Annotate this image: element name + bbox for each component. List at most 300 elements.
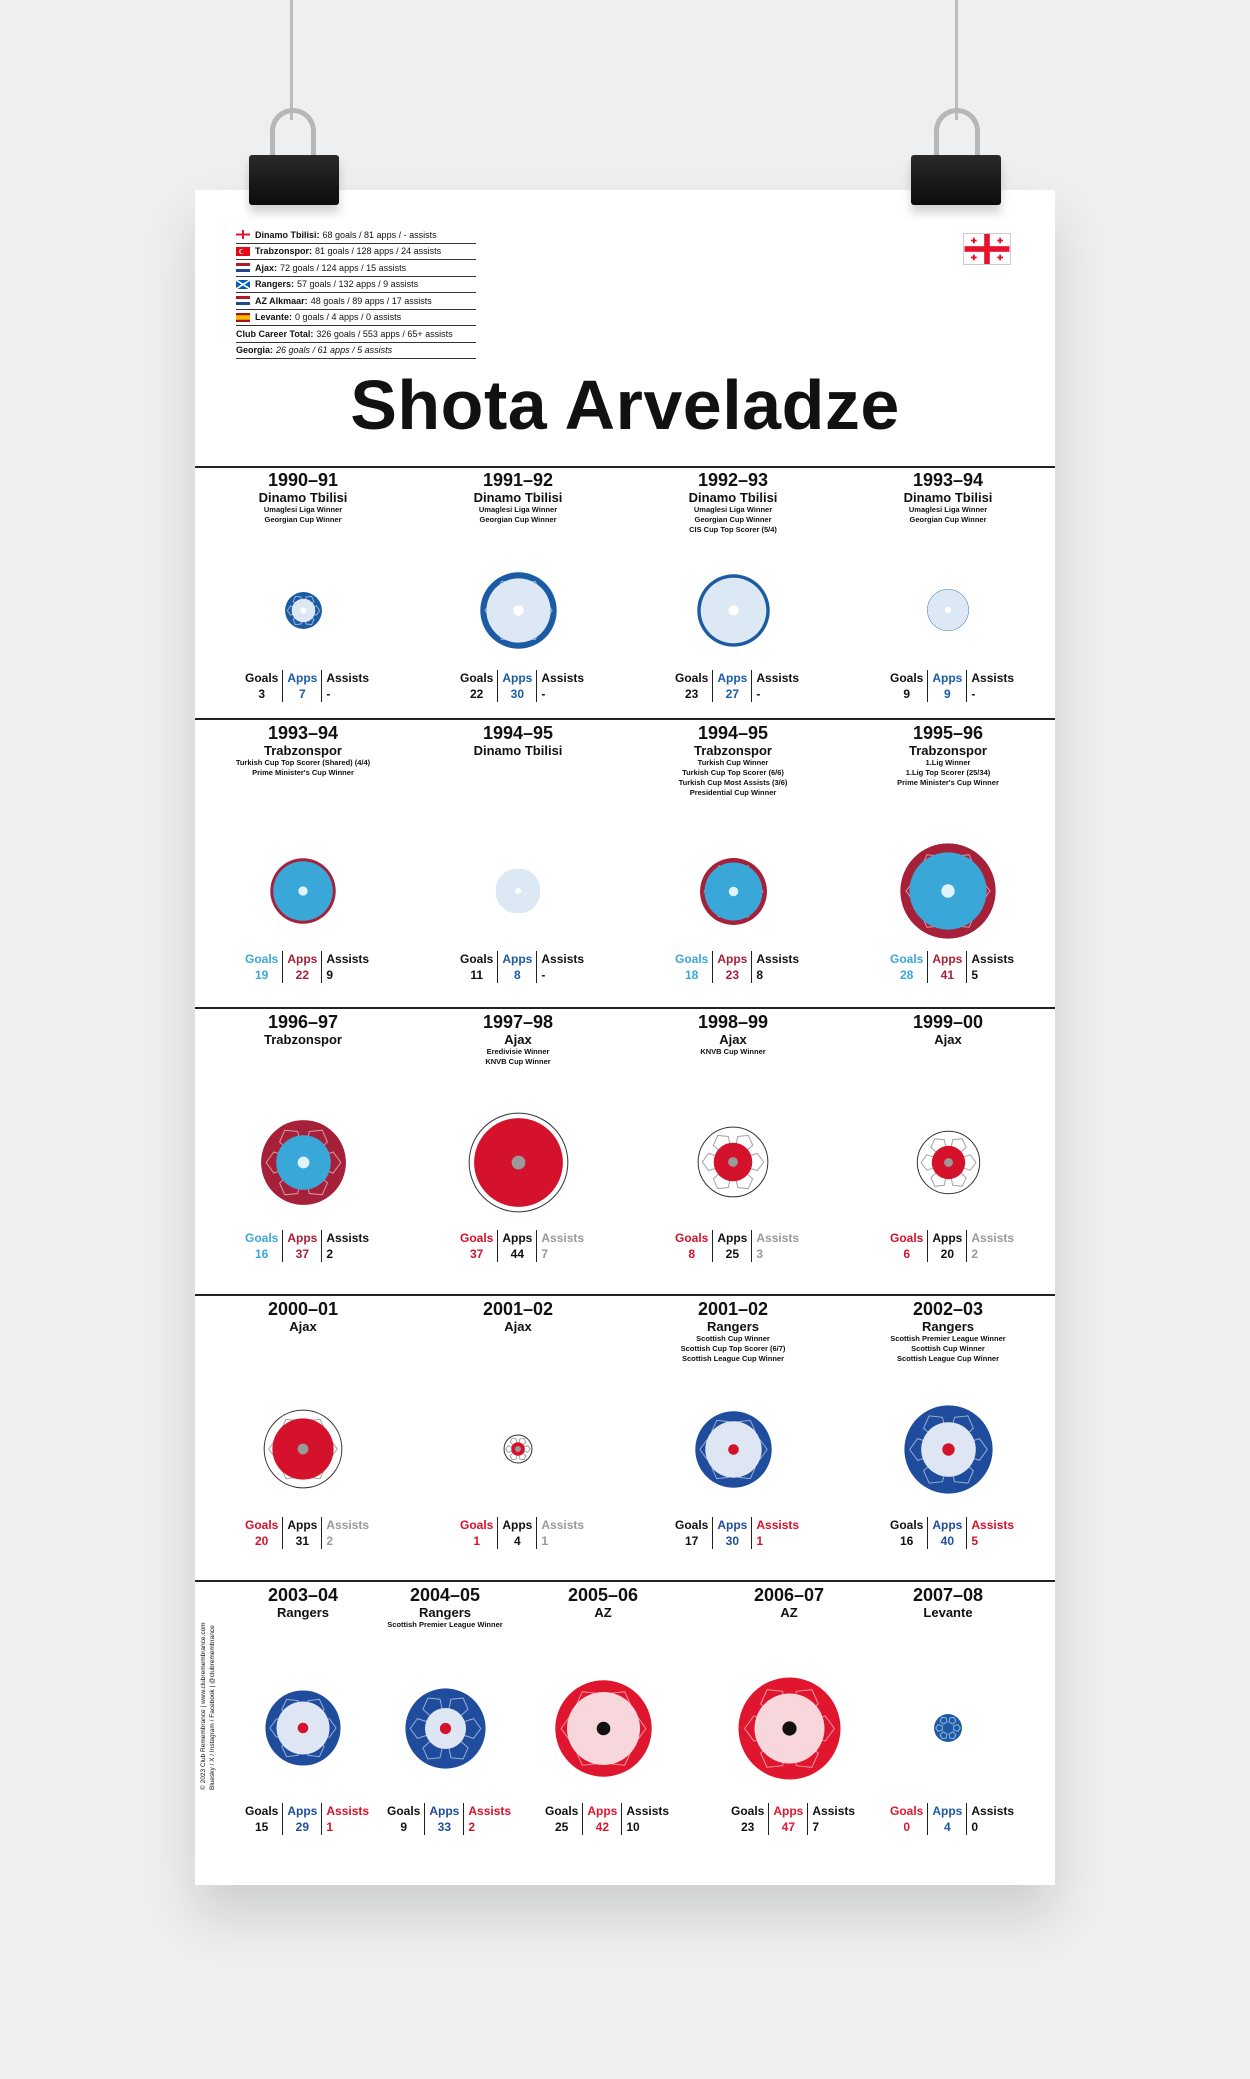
goals-value: 11 bbox=[470, 968, 484, 982]
summary-stats: 48 goals / 89 apps / 17 assists bbox=[310, 295, 432, 306]
honour-text: Turkish Cup Top Scorer (6/6) bbox=[682, 768, 784, 777]
assists-stat bbox=[463, 1803, 515, 1835]
goals-stat bbox=[671, 670, 712, 702]
season-stats bbox=[886, 1803, 1018, 1835]
assists-value: - bbox=[541, 687, 546, 701]
season-card bbox=[198, 1012, 408, 1047]
summary-club: Ajax: bbox=[255, 262, 278, 273]
assists-label: Assists bbox=[326, 1518, 370, 1532]
goals-label: Goals bbox=[460, 671, 494, 685]
summary-stats: 26 goals / 61 apps / 5 assists bbox=[276, 345, 393, 356]
apps-value: 41 bbox=[940, 968, 955, 982]
apps-label: Apps bbox=[717, 1231, 748, 1245]
apps-value: 8 bbox=[514, 968, 521, 982]
honour-text: Scottish League Cup Winner bbox=[681, 1354, 785, 1363]
assists-value: 10 bbox=[626, 1820, 640, 1834]
spain-flag-icon bbox=[236, 313, 250, 322]
apps-value: 42 bbox=[595, 1820, 610, 1834]
club-name: Rangers bbox=[706, 1319, 760, 1334]
career-summary-row bbox=[236, 227, 476, 244]
club-name: Dinamo Tbilisi bbox=[688, 490, 778, 505]
assists-stat bbox=[966, 951, 1018, 983]
assists-label: Assists bbox=[971, 671, 1015, 685]
football-icon bbox=[496, 869, 540, 913]
season-label: 1995–96 bbox=[912, 723, 984, 743]
season-stats bbox=[241, 1803, 373, 1835]
season-card bbox=[198, 470, 408, 525]
goals-value: 15 bbox=[255, 1820, 269, 1834]
goals-label: Goals bbox=[890, 1231, 924, 1245]
goals-value: 17 bbox=[685, 1534, 699, 1548]
season-label: 2003–04 bbox=[267, 1585, 339, 1605]
football-icon bbox=[693, 1409, 774, 1490]
club-name: AZ bbox=[594, 1605, 612, 1620]
assists-stat bbox=[751, 670, 803, 702]
netherlands-flag-icon bbox=[236, 263, 250, 272]
apps-value: 9 bbox=[944, 687, 951, 701]
assists-label: Assists bbox=[326, 1231, 370, 1245]
apps-stat bbox=[927, 1230, 966, 1262]
assists-value: 7 bbox=[541, 1247, 549, 1261]
club-name: Trabzonspor bbox=[908, 743, 987, 758]
summary-club: Dinamo Tbilisi: bbox=[255, 229, 320, 240]
football-icon bbox=[268, 856, 338, 926]
honour-text: 1.Lig Top Scorer (25/34) bbox=[905, 768, 991, 777]
goals-stat bbox=[671, 1230, 712, 1262]
assists-value: 2 bbox=[971, 1247, 979, 1261]
assists-value: 7 bbox=[812, 1820, 820, 1834]
honour-text: Georgian Cup Winner bbox=[479, 515, 557, 524]
apps-label: Apps bbox=[287, 671, 318, 685]
honour-text: Scottish Premier League Winner bbox=[387, 1620, 503, 1629]
season-label: 1993–94 bbox=[912, 470, 984, 490]
goals-stat bbox=[241, 1517, 282, 1549]
scotland-flag-icon bbox=[236, 280, 250, 289]
assists-label: Assists bbox=[326, 1804, 370, 1818]
apps-label: Apps bbox=[287, 952, 318, 966]
apps-value: 4 bbox=[944, 1820, 951, 1834]
season-stats bbox=[456, 670, 588, 702]
summary-stats: 72 goals / 124 apps / 15 assists bbox=[280, 262, 407, 273]
assists-label: Assists bbox=[756, 671, 800, 685]
goals-stat bbox=[456, 951, 497, 983]
football-icon bbox=[403, 1686, 488, 1771]
honour-text: Scottish Premier League Winner bbox=[890, 1334, 1006, 1343]
season-label: 2002–03 bbox=[912, 1299, 984, 1319]
assists-stat bbox=[536, 951, 588, 983]
football-icon bbox=[283, 590, 324, 631]
summary-stats: 326 goals / 553 apps / 65+ assists bbox=[316, 328, 453, 339]
goals-value: 0 bbox=[903, 1820, 911, 1834]
summary-club: Georgia: bbox=[236, 345, 274, 356]
football-icon bbox=[262, 1408, 344, 1490]
honour-text: Prime Minister's Cup Winner bbox=[252, 768, 354, 777]
assists-value: 2 bbox=[326, 1534, 334, 1548]
season-label: 1997–98 bbox=[482, 1012, 554, 1032]
goals-stat bbox=[886, 951, 927, 983]
club-name: Ajax bbox=[504, 1032, 532, 1047]
apps-label: Apps bbox=[287, 1518, 318, 1532]
row-divider bbox=[195, 718, 1055, 720]
season-card bbox=[843, 1585, 1053, 1620]
career-summary-row bbox=[236, 326, 476, 343]
assists-stat bbox=[536, 1517, 588, 1549]
apps-stat bbox=[282, 951, 321, 983]
career-summary-row bbox=[236, 244, 476, 261]
goals-value: 37 bbox=[470, 1247, 484, 1261]
season-card bbox=[628, 723, 838, 798]
turkey-flag-icon bbox=[236, 247, 250, 256]
apps-label: Apps bbox=[717, 1518, 748, 1532]
row-divider bbox=[195, 1007, 1055, 1009]
goals-value: 18 bbox=[685, 968, 699, 982]
apps-label: Apps bbox=[502, 1518, 533, 1532]
club-name: Trabzonspor bbox=[693, 743, 772, 758]
goals-label: Goals bbox=[460, 952, 494, 966]
assists-stat bbox=[321, 951, 373, 983]
honour-text: Umaglesi Liga Winner bbox=[263, 505, 343, 514]
season-label: 1992–93 bbox=[697, 470, 769, 490]
season-stats bbox=[727, 1803, 859, 1835]
assists-value: - bbox=[541, 968, 546, 982]
goals-stat bbox=[886, 670, 927, 702]
assists-stat bbox=[321, 1517, 373, 1549]
season-card bbox=[843, 470, 1053, 525]
season-label: 1998–99 bbox=[697, 1012, 769, 1032]
assists-value: 5 bbox=[971, 968, 979, 982]
club-name: Levante bbox=[923, 1605, 973, 1620]
football-icon bbox=[698, 856, 769, 927]
summary-stats: 0 goals / 4 apps / 0 assists bbox=[295, 312, 402, 323]
goals-value: 23 bbox=[685, 687, 699, 701]
goals-value: 9 bbox=[903, 687, 911, 701]
goals-label: Goals bbox=[545, 1804, 579, 1818]
goals-label: Goals bbox=[731, 1804, 765, 1818]
career-summary-row bbox=[236, 277, 476, 294]
career-summary-row bbox=[236, 310, 476, 327]
summary-stats: 68 goals / 81 apps / - assists bbox=[322, 229, 437, 240]
season-stats bbox=[886, 951, 1018, 983]
goals-stat bbox=[541, 1803, 582, 1835]
binder-clip-right bbox=[911, 155, 1001, 205]
season-card bbox=[628, 1012, 838, 1057]
apps-value: 7 bbox=[299, 687, 306, 701]
apps-label: Apps bbox=[717, 952, 748, 966]
honour-text: Scottish League Cup Winner bbox=[896, 1354, 1000, 1363]
honour-text: Scottish Cup Top Scorer (6/7) bbox=[680, 1344, 786, 1353]
goals-stat bbox=[671, 951, 712, 983]
apps-stat bbox=[927, 951, 966, 983]
goals-stat bbox=[241, 670, 282, 702]
player-name: Shota Arveladze bbox=[350, 366, 900, 444]
assists-value: 1 bbox=[756, 1534, 764, 1548]
season-label: 1999–00 bbox=[912, 1012, 984, 1032]
assists-stat bbox=[966, 1803, 1018, 1835]
goals-label: Goals bbox=[245, 1518, 279, 1532]
assists-label: Assists bbox=[326, 952, 370, 966]
football-icon bbox=[925, 587, 971, 633]
honour-text: KNVB Cup Winner bbox=[700, 1047, 766, 1056]
goals-stat bbox=[456, 1230, 497, 1262]
row-divider bbox=[195, 1580, 1055, 1582]
apps-value: 22 bbox=[295, 968, 310, 982]
summary-club: Rangers: bbox=[255, 279, 295, 290]
assists-stat bbox=[321, 1230, 373, 1262]
football-icon bbox=[696, 1125, 770, 1199]
season-card bbox=[198, 1299, 408, 1334]
goals-value: 16 bbox=[900, 1534, 914, 1548]
club-name: Dinamo Tbilisi bbox=[903, 490, 993, 505]
assists-label: Assists bbox=[541, 671, 585, 685]
season-label: 2000–01 bbox=[267, 1299, 339, 1319]
goals-label: Goals bbox=[245, 1231, 279, 1245]
row-divider bbox=[195, 1294, 1055, 1296]
goals-label: Goals bbox=[245, 1804, 279, 1818]
season-stats bbox=[241, 1517, 373, 1549]
apps-label: Apps bbox=[717, 671, 748, 685]
goals-value: 1 bbox=[473, 1534, 481, 1548]
summary-club: Trabzonspor: bbox=[255, 246, 313, 257]
football-icon bbox=[736, 1675, 843, 1782]
summary-club: AZ Alkmaar: bbox=[255, 295, 308, 306]
career-summary-row bbox=[236, 293, 476, 310]
goals-value: 8 bbox=[688, 1247, 696, 1261]
goals-label: Goals bbox=[890, 952, 924, 966]
season-stats bbox=[886, 1230, 1018, 1262]
football-icon bbox=[932, 1712, 964, 1744]
goals-label: Goals bbox=[387, 1804, 421, 1818]
season-label: 1994–95 bbox=[697, 723, 769, 743]
assists-stat bbox=[966, 1517, 1018, 1549]
assists-stat bbox=[621, 1803, 673, 1835]
honour-text: Turkish Cup Most Assists (3/6) bbox=[678, 778, 788, 787]
goals-stat bbox=[456, 1517, 497, 1549]
goals-value: 9 bbox=[400, 1820, 408, 1834]
apps-stat bbox=[582, 1803, 621, 1835]
season-card bbox=[198, 723, 408, 778]
apps-label: Apps bbox=[587, 1804, 618, 1818]
hanging-wire-left bbox=[290, 0, 293, 120]
assists-label: Assists bbox=[971, 952, 1015, 966]
apps-label: Apps bbox=[502, 952, 533, 966]
honour-text: Umaglesi Liga Winner bbox=[478, 505, 558, 514]
honour-text: CIS Cup Top Scorer (5/4) bbox=[689, 525, 777, 534]
apps-stat bbox=[282, 1230, 321, 1262]
goals-label: Goals bbox=[675, 1518, 709, 1532]
season-stats bbox=[456, 951, 588, 983]
apps-stat bbox=[927, 670, 966, 702]
row-divider bbox=[195, 466, 1055, 468]
apps-stat bbox=[927, 1803, 966, 1835]
season-card bbox=[843, 1299, 1053, 1364]
assists-label: Assists bbox=[812, 1804, 856, 1818]
apps-stat bbox=[712, 670, 751, 702]
football-icon bbox=[898, 841, 998, 941]
football-icon bbox=[902, 1403, 995, 1496]
honour-text: Turkish Cup Top Scorer (Shared) (4/4) bbox=[235, 758, 371, 767]
goals-stat bbox=[727, 1803, 768, 1835]
apps-label: Apps bbox=[932, 671, 963, 685]
assists-stat bbox=[536, 670, 588, 702]
club-name: Rangers bbox=[276, 1605, 330, 1620]
assists-value: 0 bbox=[971, 1820, 979, 1834]
assists-label: Assists bbox=[541, 1231, 585, 1245]
assists-label: Assists bbox=[326, 671, 370, 685]
season-label: 2004–05 bbox=[409, 1585, 481, 1605]
season-stats bbox=[541, 1803, 673, 1835]
apps-value: 30 bbox=[510, 687, 525, 701]
goals-stat bbox=[241, 1803, 282, 1835]
honour-text: Georgian Cup Winner bbox=[909, 515, 987, 524]
assists-stat bbox=[321, 1803, 373, 1835]
apps-stat bbox=[712, 1517, 751, 1549]
apps-stat bbox=[497, 951, 536, 983]
credit-text: © 2023 Club Remembrance | www.clubremembrance.com Bluesky / X / Instagram / Facebook | @clubremembrance bbox=[200, 1622, 216, 1790]
season-stats bbox=[456, 1517, 588, 1549]
assists-value: 1 bbox=[541, 1534, 549, 1548]
apps-value: 23 bbox=[725, 968, 740, 982]
honour-text: Presidential Cup Winner bbox=[689, 788, 777, 797]
honour-text: Umaglesi Liga Winner bbox=[693, 505, 773, 514]
season-stats bbox=[671, 1517, 803, 1549]
goals-stat bbox=[383, 1803, 424, 1835]
season-stats bbox=[241, 670, 373, 702]
goals-stat bbox=[671, 1517, 712, 1549]
apps-label: Apps bbox=[932, 1518, 963, 1532]
season-card bbox=[413, 470, 623, 525]
club-name: Trabzonspor bbox=[263, 743, 342, 758]
assists-label: Assists bbox=[971, 1804, 1015, 1818]
career-summary-row bbox=[236, 260, 476, 277]
apps-stat bbox=[927, 1517, 966, 1549]
assists-label: Assists bbox=[626, 1804, 670, 1818]
football-icon bbox=[695, 572, 772, 649]
binder-clip-left bbox=[249, 155, 339, 205]
season-label: 1994–95 bbox=[482, 723, 554, 743]
season-label: 1993–94 bbox=[267, 723, 339, 743]
assists-value: 5 bbox=[971, 1534, 979, 1548]
apps-label: Apps bbox=[773, 1804, 804, 1818]
season-stats bbox=[886, 670, 1018, 702]
season-stats bbox=[456, 1230, 588, 1262]
assists-label: Assists bbox=[756, 952, 800, 966]
goals-value: 20 bbox=[255, 1534, 269, 1548]
goals-label: Goals bbox=[675, 1231, 709, 1245]
apps-value: 25 bbox=[725, 1247, 740, 1261]
club-name: Rangers bbox=[418, 1605, 472, 1620]
season-card bbox=[498, 1585, 708, 1620]
football-icon bbox=[502, 1433, 534, 1465]
season-card bbox=[413, 723, 623, 758]
honour-text: Eredivisie Winner bbox=[486, 1047, 550, 1056]
apps-value: 30 bbox=[725, 1534, 740, 1548]
season-stats bbox=[383, 1803, 515, 1835]
club-name: Dinamo Tbilisi bbox=[258, 490, 348, 505]
season-stats bbox=[671, 951, 803, 983]
apps-value: 33 bbox=[437, 1820, 452, 1834]
goals-label: Goals bbox=[675, 952, 709, 966]
apps-stat bbox=[768, 1803, 807, 1835]
apps-value: 47 bbox=[781, 1820, 796, 1834]
assists-label: Assists bbox=[971, 1518, 1015, 1532]
season-label: 2007–08 bbox=[912, 1585, 984, 1605]
goals-value: 23 bbox=[741, 1820, 755, 1834]
club-name: Ajax bbox=[719, 1032, 747, 1047]
goals-label: Goals bbox=[460, 1518, 494, 1532]
apps-stat bbox=[424, 1803, 463, 1835]
club-name: Rangers bbox=[921, 1319, 975, 1334]
honour-text: Prime Minister's Cup Winner bbox=[897, 778, 999, 787]
goals-value: 16 bbox=[255, 1247, 269, 1261]
assists-stat bbox=[807, 1803, 859, 1835]
apps-value: 27 bbox=[725, 687, 740, 701]
assists-stat bbox=[536, 1230, 588, 1262]
apps-label: Apps bbox=[429, 1804, 460, 1818]
honour-text: Turkish Cup Winner bbox=[697, 758, 769, 767]
season-card bbox=[628, 1299, 838, 1364]
assists-value: 2 bbox=[326, 1247, 334, 1261]
apps-value: 4 bbox=[514, 1534, 521, 1548]
goals-label: Goals bbox=[675, 671, 709, 685]
honour-text: Scottish Cup Winner bbox=[696, 1334, 770, 1343]
season-label: 2001–02 bbox=[482, 1299, 554, 1319]
goals-label: Goals bbox=[890, 1804, 924, 1818]
georgia-flag-icon bbox=[963, 233, 1011, 265]
season-stats bbox=[241, 951, 373, 983]
assists-stat bbox=[751, 1230, 803, 1262]
georgia-flag-icon bbox=[236, 230, 250, 239]
apps-stat bbox=[497, 1230, 536, 1262]
assists-stat bbox=[966, 670, 1018, 702]
season-label: 1991–92 bbox=[482, 470, 554, 490]
goals-stat bbox=[241, 1230, 282, 1262]
honour-text: 1.Lig Winner bbox=[925, 758, 971, 767]
assists-value: - bbox=[971, 687, 976, 701]
goals-value: 22 bbox=[470, 687, 484, 701]
assists-stat bbox=[751, 1517, 803, 1549]
assists-label: Assists bbox=[756, 1231, 800, 1245]
career-summary bbox=[236, 227, 476, 359]
assists-label: Assists bbox=[541, 952, 585, 966]
season-label: 2001–02 bbox=[697, 1299, 769, 1319]
summary-stats: 81 goals / 128 apps / 24 assists bbox=[315, 246, 442, 257]
season-stats bbox=[241, 1230, 373, 1262]
summary-club: Club Career Total: bbox=[236, 328, 314, 339]
football-icon bbox=[553, 1678, 654, 1779]
season-label: 2005–06 bbox=[567, 1585, 639, 1605]
honour-text: Scottish Cup Winner bbox=[911, 1344, 985, 1353]
goals-value: 6 bbox=[903, 1247, 911, 1261]
season-card bbox=[843, 723, 1053, 788]
goals-label: Goals bbox=[890, 1518, 924, 1532]
apps-stat bbox=[712, 1230, 751, 1262]
apps-stat bbox=[712, 951, 751, 983]
goals-label: Goals bbox=[460, 1231, 494, 1245]
assists-value: 9 bbox=[326, 968, 334, 982]
assists-value: 2 bbox=[468, 1820, 476, 1834]
apps-stat bbox=[282, 670, 321, 702]
football-icon bbox=[259, 1118, 348, 1207]
apps-value: 20 bbox=[940, 1247, 955, 1261]
apps-value: 40 bbox=[940, 1534, 955, 1548]
assists-label: Assists bbox=[971, 1231, 1015, 1245]
apps-value: 29 bbox=[295, 1820, 310, 1834]
football-icon bbox=[915, 1129, 982, 1196]
assists-value: 3 bbox=[756, 1247, 764, 1261]
assists-label: Assists bbox=[756, 1518, 800, 1532]
football-icon bbox=[478, 570, 559, 651]
season-card bbox=[843, 1012, 1053, 1047]
